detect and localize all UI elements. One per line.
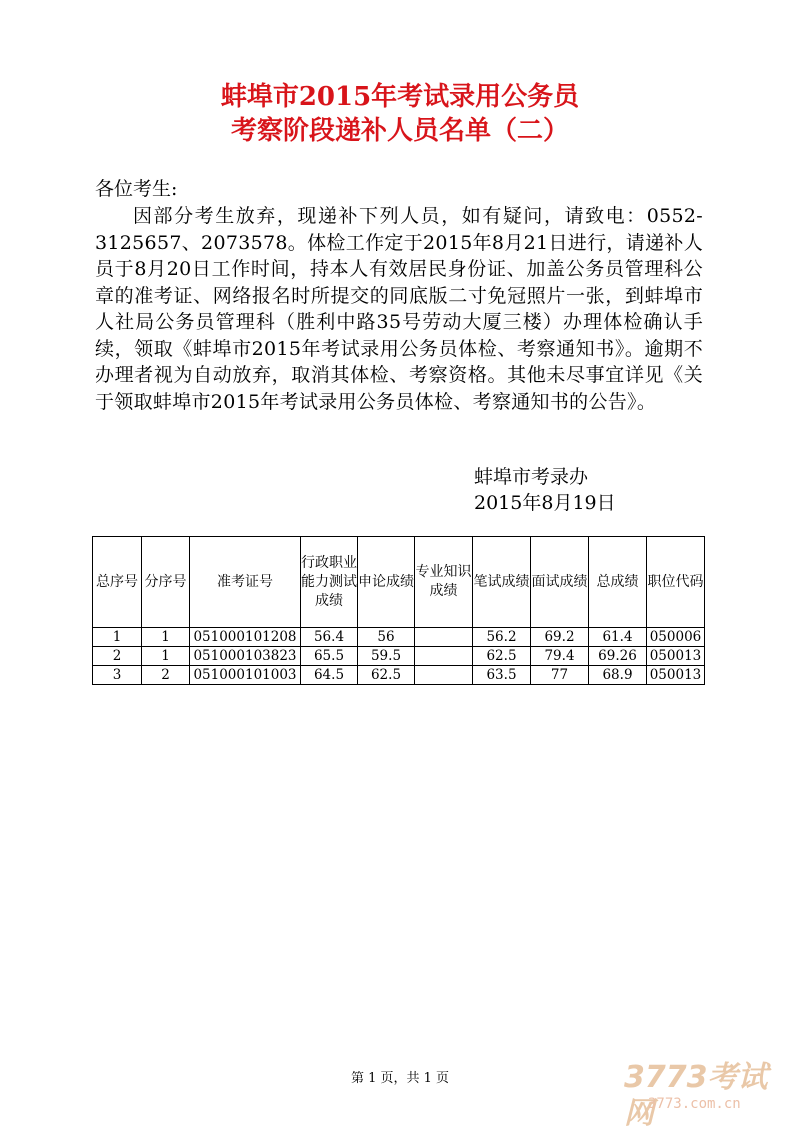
header-cell: 准考证号 bbox=[190, 537, 301, 628]
table-row bbox=[93, 628, 705, 647]
table-cell: 68.9 bbox=[589, 666, 647, 685]
header-cell: 行政职业能力测试成绩 bbox=[301, 537, 358, 628]
table-cell: 051000101003 bbox=[190, 666, 301, 685]
page-footer: 第 1 页，共 1 页 bbox=[350, 1071, 450, 1086]
table-cell: 56 bbox=[358, 628, 415, 647]
signature-date: 2015年8月19日 bbox=[474, 492, 616, 514]
table-cell: 1 bbox=[142, 647, 190, 666]
table-cell bbox=[415, 628, 473, 647]
table-cell: 050006 bbox=[647, 628, 705, 647]
table-cell: 62.5 bbox=[473, 647, 531, 666]
table-cell: 050013 bbox=[647, 666, 705, 685]
table-cell: 1 bbox=[93, 628, 142, 647]
watermark-brand: 3773考试网 bbox=[624, 1060, 768, 1131]
table-cell: 59.5 bbox=[358, 647, 415, 666]
signature-organization: 蚌埠市考录办 bbox=[474, 466, 589, 488]
table-cell: 56.2 bbox=[473, 628, 531, 647]
table-cell: 051000101208 bbox=[190, 628, 301, 647]
table-cell: 69.2 bbox=[531, 628, 589, 647]
header-cell: 面试成绩 bbox=[531, 537, 589, 628]
candidates-table bbox=[92, 536, 705, 685]
document-title-line2: 考察阶段递补人员名单（二） bbox=[230, 116, 569, 146]
table-cell bbox=[415, 647, 473, 666]
table-cell: 2 bbox=[142, 666, 190, 685]
table-cell: 77 bbox=[531, 666, 589, 685]
table-cell: 64.5 bbox=[301, 666, 358, 685]
table-cell: 051000103823 bbox=[190, 647, 301, 666]
header-cell: 总成绩 bbox=[589, 537, 647, 628]
table-cell: 65.5 bbox=[301, 647, 358, 666]
greeting: 各位考生: bbox=[95, 178, 178, 200]
table-row bbox=[93, 647, 705, 666]
header-cell: 笔试成绩 bbox=[473, 537, 531, 628]
header-cell: 职位代码 bbox=[647, 537, 705, 628]
table-cell: 69.26 bbox=[589, 647, 647, 666]
table-cell: 62.5 bbox=[358, 666, 415, 685]
table-header-row bbox=[93, 537, 705, 628]
notice-body: 因部分考生放弃，现递补下列人员，如有疑问，请致电：0552-3125657、2073578。体检工作定于2015年8月21日进行，请递补人员于8月20日工作时间，持本人有效居民身份证、加盖公务员管理科公章的准考证、网络报名时所提交的同底版二寸免冠照片一张，到蚌埠市人社局公务员管理科（胜利中路35号劳动大厦三楼）办理体检确认手续，领取《蚌埠市2015年考试录用公务员体检、考察通知书》。逾期不办理者视为自动放弃，取消其体检、考察资格。其他未尽事宜详见《关于领取蚌埠市2015年考试录用公务员体检、考察通知书的公告》。 bbox=[95, 205, 703, 413]
table-cell: 1 bbox=[142, 628, 190, 647]
document-title-line1: 蚌埠市2015年考试录用公务员 bbox=[220, 82, 580, 112]
watermark-logo bbox=[624, 1060, 784, 1131]
table-cell: 3 bbox=[93, 666, 142, 685]
header-cell: 分序号 bbox=[142, 537, 190, 628]
table-cell: 56.4 bbox=[301, 628, 358, 647]
table-cell: 61.4 bbox=[589, 628, 647, 647]
table-cell: 63.5 bbox=[473, 666, 531, 685]
table-row bbox=[93, 666, 705, 685]
header-cell: 专业知识成绩 bbox=[415, 537, 473, 628]
table-cell bbox=[415, 666, 473, 685]
table-cell: 050013 bbox=[647, 647, 705, 666]
header-cell: 申论成绩 bbox=[358, 537, 415, 628]
header-cell: 总序号 bbox=[93, 537, 142, 628]
watermark-url: 3773.com.cn bbox=[648, 1096, 741, 1112]
table-cell: 79.4 bbox=[531, 647, 589, 666]
table-cell: 2 bbox=[93, 647, 142, 666]
